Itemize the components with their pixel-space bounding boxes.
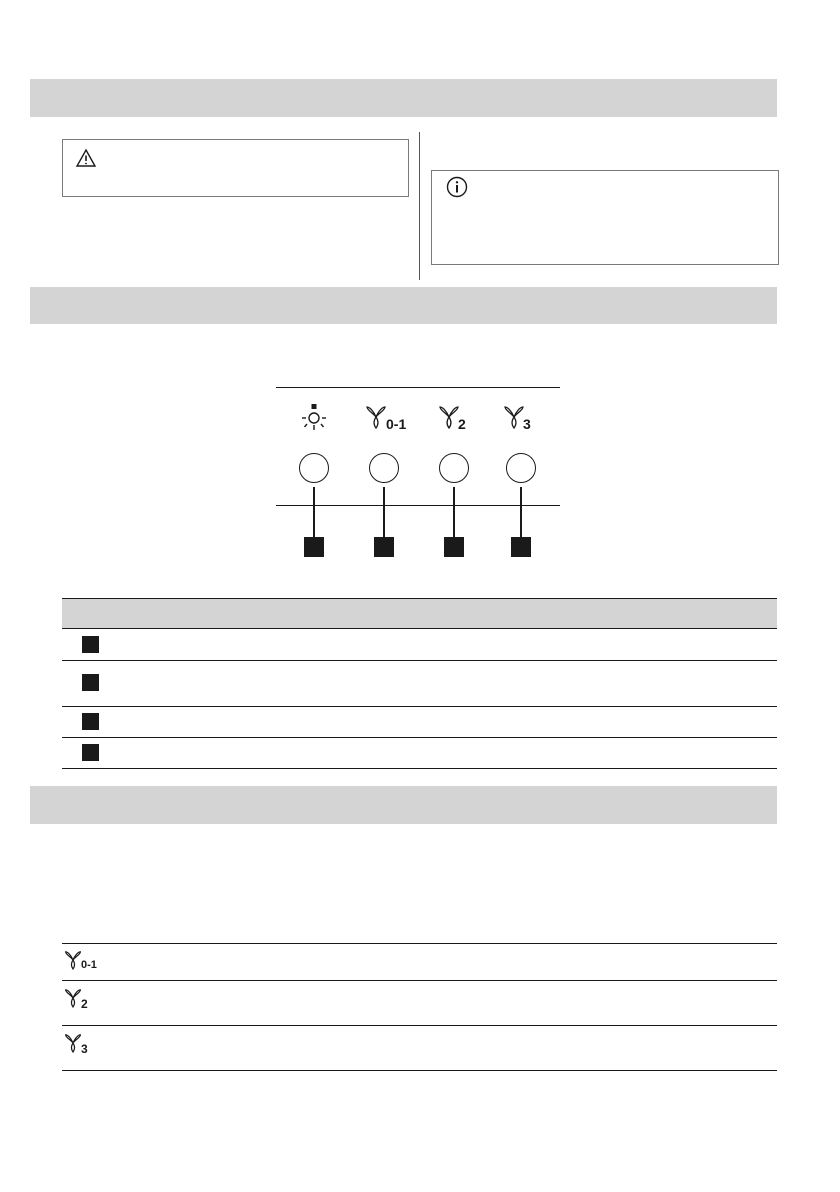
callout-line <box>453 487 455 537</box>
fan-icon <box>64 987 82 1009</box>
fan-speed-0-1-button[interactable] <box>369 453 399 483</box>
fan-icon <box>64 949 82 971</box>
table-header <box>62 598 777 628</box>
callout-line <box>383 487 385 537</box>
fan-speed-3-button[interactable] <box>506 453 536 483</box>
table-rule <box>62 980 777 981</box>
section-heading-band <box>30 287 777 324</box>
fan-speed-label: 3 <box>81 1042 88 1056</box>
row-marker <box>82 636 99 653</box>
table-rule <box>62 768 777 769</box>
fan-speed-2-button[interactable] <box>439 453 469 483</box>
row-marker <box>82 744 99 761</box>
table-rule <box>62 943 777 944</box>
table-rule <box>62 706 777 707</box>
fan-speed-label: 0-1 <box>386 416 407 432</box>
fan-speed-label: 2 <box>81 997 88 1011</box>
callout-marker <box>444 537 464 557</box>
callout-marker <box>374 537 394 557</box>
fan-icon <box>503 404 525 430</box>
callout-marker <box>511 537 531 557</box>
fan-speed-label: 2 <box>458 416 466 432</box>
table-rule <box>62 628 777 629</box>
light-icon <box>299 403 329 433</box>
fan-speed-label: 3 <box>523 416 531 432</box>
table-rule <box>62 1070 777 1071</box>
section-heading-band <box>30 79 777 117</box>
fan-icon <box>365 404 387 430</box>
table-rule <box>62 598 777 599</box>
table-rule <box>62 1025 777 1026</box>
warning-icon <box>75 148 97 168</box>
column-divider <box>419 132 420 280</box>
info-icon <box>446 176 468 198</box>
fan-icon <box>64 1032 82 1054</box>
fan-speed-label: 0-1 <box>81 959 97 971</box>
fan-icon <box>438 404 460 430</box>
row-marker <box>82 674 99 691</box>
callout-line <box>313 487 315 537</box>
panel-top-edge <box>276 387 560 388</box>
callout-marker <box>304 537 324 557</box>
light-button[interactable] <box>299 453 329 483</box>
warning-box <box>62 139 409 197</box>
info-box <box>431 170 779 265</box>
table-rule <box>62 660 777 661</box>
section-heading-band <box>30 786 777 824</box>
callout-line <box>520 487 522 537</box>
table-rule <box>62 737 777 738</box>
row-marker <box>82 713 99 730</box>
panel-bottom-edge <box>276 505 560 506</box>
